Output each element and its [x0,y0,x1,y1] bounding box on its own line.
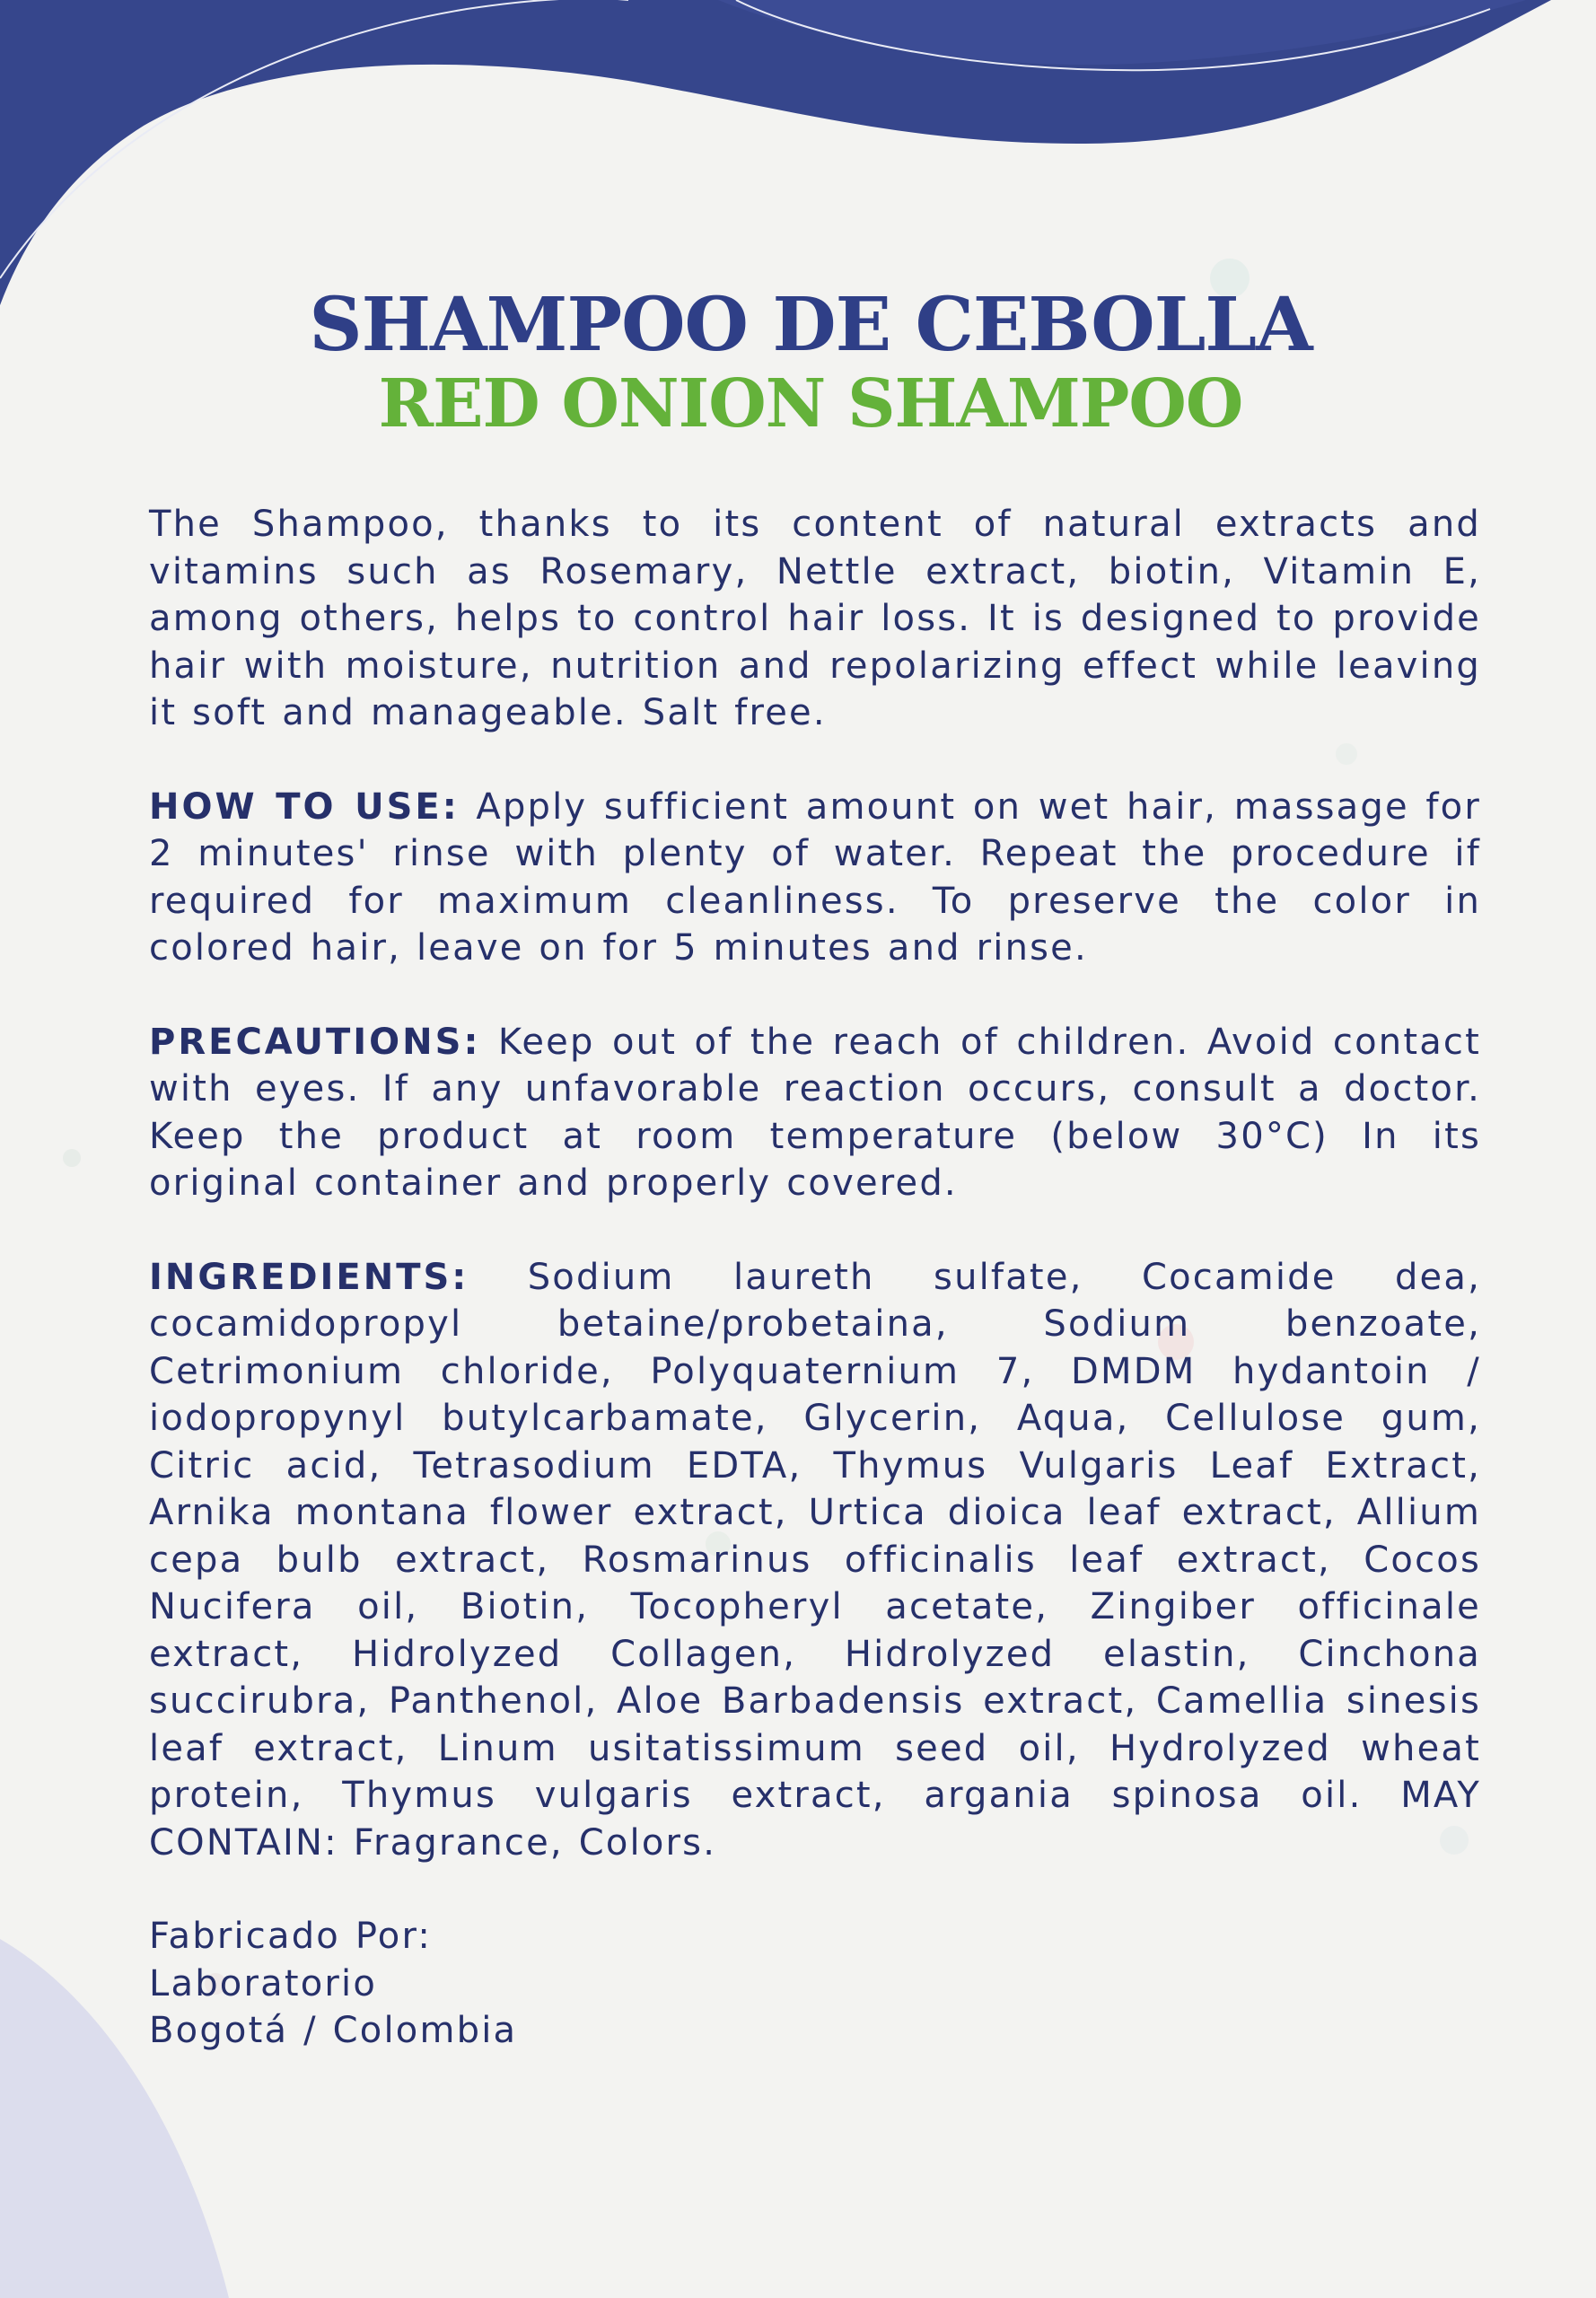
manufacturer-line-3: Bogotá / Colombia [149,2010,518,2051]
description-paragraph [149,501,1481,737]
title-block [0,282,1596,443]
ingredients-paragraph [149,1254,1481,1867]
title-english: RED ONION SHAMPOO [378,365,1243,443]
top-wave-shape [0,0,1551,305]
title-spanish: SHAMPOO DE CEBOLLA [309,282,1312,368]
manufacturer-block [149,1913,1481,2055]
precautions-paragraph [149,1019,1481,1207]
label-content [149,501,1481,2055]
how-to-use-label: HOW TO USE: [149,785,460,828]
manufacturer-line-2: Laboratorio [149,1962,378,2004]
precautions-label: PRECAUTIONS: [149,1021,481,1063]
ingredients-text: Sodium laureth sulfate, Cocamide dea, cocamidopropyl betaine/probetaina, Sodium benzoate, Cetrimonium chloride, Polyquaternium 7, DMDM hydantoin / iodopropynyl butylcarbamate, Glycerin, Aqua, Cellulose gum, Citric acid, Tetrasodium EDTA, Thymus Vulgaris Leaf Extract, Arnika montana flower extract, Urtica dioica leaf extract, Allium cepa bulb extract, Rosmarinus officinalis leaf extract, Cocos Nucifera oil, Biotin, Tocopheryl acetate, Zingiber officinale extract, Hidrolyzed Collagen, Hidrolyzed elastin, Cinchona succirubra, Panthenol, Aloe Barbadensis extract, Camellia sinesis leaf extract, Linum usitatissimum seed oil, Hydrolyzed wheat protein, Thymus vulgaris extract, argania spinosa oil. MAY CONTAIN: Fragrance, Colors. [149,1256,1481,1864]
manufacturer-line-1: Fabricado Por: [149,1916,433,1957]
ingredients-label: INGREDIENTS: [149,1256,469,1298]
description-text: The Shampoo, thanks to its content of natural extracts and vitamins such as Rosemary, Nettle extract, biotin, Vitamin E, among others, helps to control hair loss. It is designed to provide hair with moisture, nutrition and repolarizing effect while leaving it soft and manageable. Salt free. [149,504,1481,733]
precautions-text: Keep out of the reach of children. Avoid contact with eyes. If any unfavorable reaction occurs, consult a doctor. Keep the product at room temperature (below 30°C) In its original container and properly covered. [149,1021,1481,1204]
how-to-use-paragraph [149,784,1481,972]
how-to-use-text: Apply sufficient amount on wet hair, massage for 2 minutes' rinse with plenty of water. Repeat the procedure if required for maximum cleanliness. To preserve the color in colored hair, leave on for 5 minutes and rinse. [149,785,1481,969]
